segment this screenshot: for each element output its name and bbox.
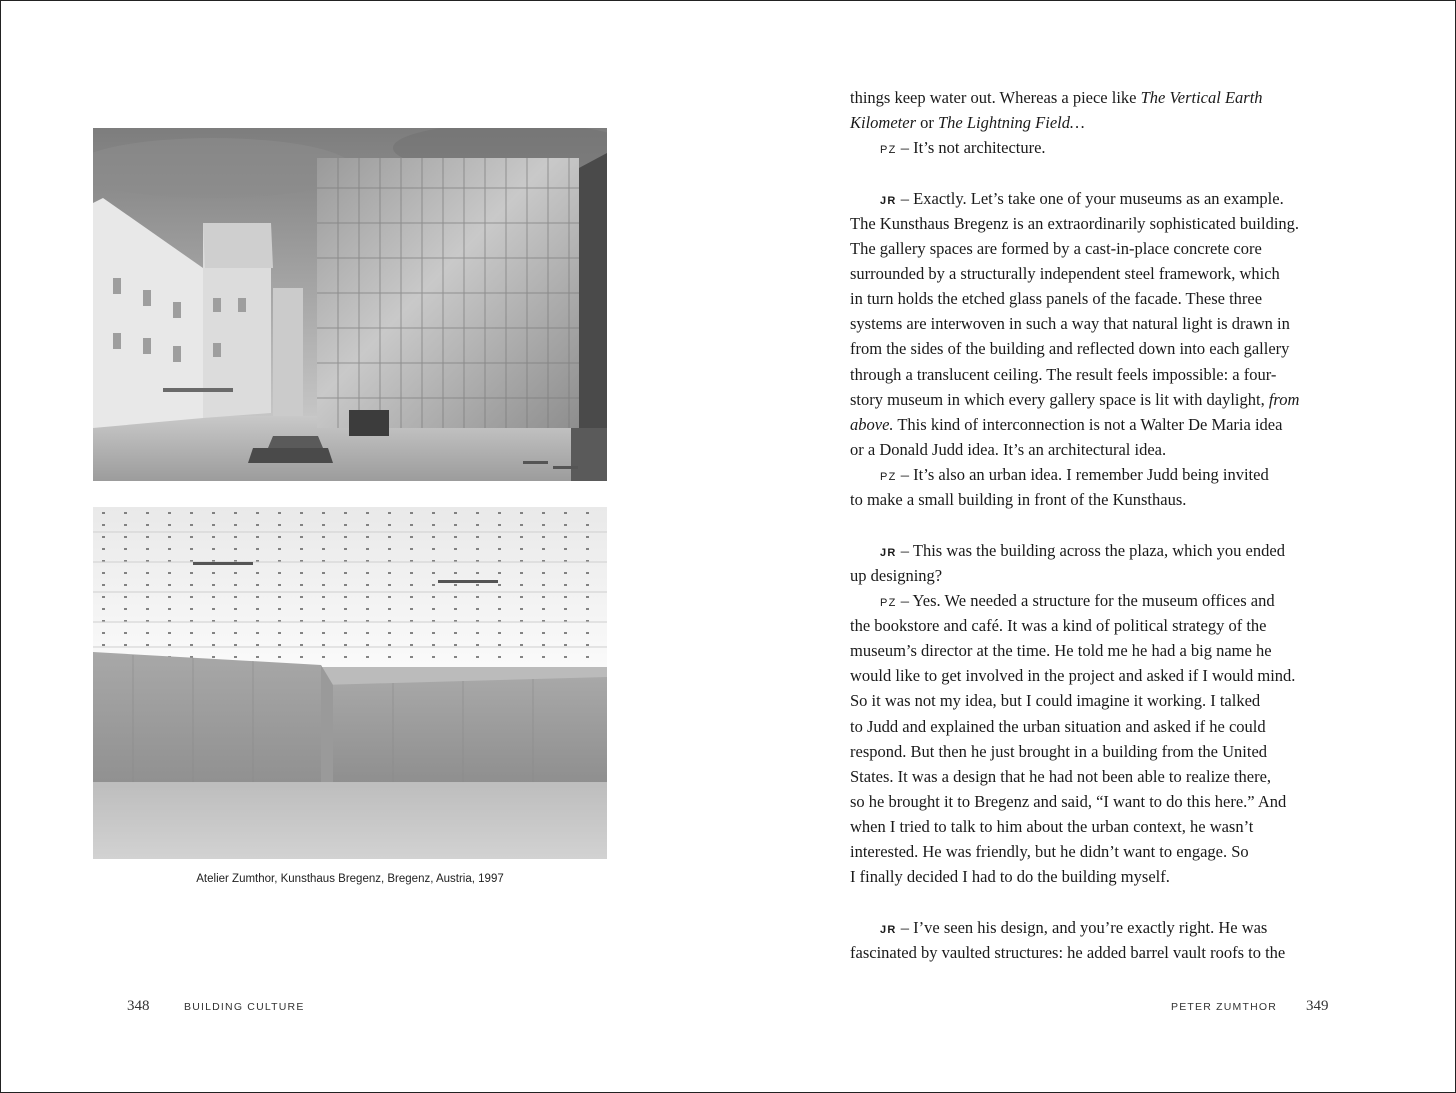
paragraph-break bbox=[850, 890, 1370, 915]
running-head-left: BUILDING CULTURE bbox=[184, 1001, 305, 1013]
text-line: JR – I’ve seen his design, and you’re exactly right. He was bbox=[880, 917, 1268, 937]
interview-text bbox=[850, 85, 1370, 965]
text-line: I finally decided I had to do the building myself. bbox=[850, 867, 1170, 887]
text-line: PZ – It’s also an urban idea. I remember Judd being invited bbox=[880, 465, 1269, 485]
kunsthaus-gallery-photo bbox=[93, 507, 607, 859]
text-line: JR – Exactly. Let’s take one of your museums as an example. bbox=[880, 188, 1284, 208]
text-line: PZ – Yes. We needed a structure for the museum offices and bbox=[880, 590, 1275, 610]
text-line: respond. But then he just brought in a building from the United bbox=[850, 741, 1268, 761]
running-head-right: PETER ZUMTHOR bbox=[1171, 1001, 1278, 1013]
kunsthaus-exterior-photo bbox=[93, 128, 607, 481]
speaker-label: JR bbox=[880, 923, 897, 936]
text-line: the bookstore and café. It was a kind of political strategy of the bbox=[850, 615, 1267, 635]
page-number-left: 348 bbox=[127, 998, 150, 1014]
text-line: surrounded by a structurally independent steel framework, which bbox=[850, 263, 1280, 283]
text-line: story museum in which every gallery space is lit with daylight, from bbox=[850, 389, 1300, 409]
paragraph-break bbox=[850, 160, 1370, 185]
page-number-right: 349 bbox=[1306, 998, 1329, 1014]
text-line: Kilometer or The Lightning Field… bbox=[850, 113, 1085, 133]
speaker-label: PZ bbox=[880, 596, 897, 609]
text-line: museum’s director at the time. He told me he had a big name he bbox=[850, 641, 1272, 661]
text-line: things keep water out. Whereas a piece like The Vertical Earth bbox=[850, 88, 1263, 107]
speaker-label: JR bbox=[880, 546, 897, 559]
text-line: through a translucent ceiling. The result feels impossible: a four- bbox=[850, 364, 1277, 384]
text-line: when I tried to talk to him about the urban context, he wasn’t bbox=[850, 817, 1254, 837]
text-line: JR – This was the building across the plaza, which you ended bbox=[880, 540, 1285, 560]
text-line: in turn holds the etched glass panels of the facade. These three bbox=[850, 289, 1263, 309]
speaker-label: PZ bbox=[880, 471, 897, 484]
speaker-label: PZ bbox=[880, 144, 897, 157]
text-line: States. It was a design that he had not been able to realize there, bbox=[850, 766, 1272, 786]
paragraph-break bbox=[850, 512, 1370, 537]
text-line: PZ – It’s not architecture. bbox=[880, 138, 1046, 158]
text-line: The Kunsthaus Bregenz is an extraordinarily sophisticated building. bbox=[850, 213, 1300, 233]
figure-caption: Atelier Zumthor, Kunsthaus Bregenz, Bregenz, Austria, 1997 bbox=[196, 873, 504, 885]
text-line: up designing? bbox=[850, 565, 943, 585]
text-line: systems are interwoven in such a way that natural light is drawn in bbox=[850, 314, 1290, 334]
text-line: above. This kind of interconnection is not a Walter De Maria idea bbox=[850, 414, 1283, 434]
text-line: So it was not my idea, but I could imagine it working. I talked bbox=[850, 691, 1261, 711]
speaker-label: JR bbox=[880, 194, 897, 207]
text-line: The gallery spaces are formed by a cast-in-place concrete core bbox=[850, 238, 1262, 258]
text-line: interested. He was friendly, but he didn’t want to engage. So bbox=[850, 842, 1249, 862]
text-line: to Judd and explained the urban situation and asked if he could bbox=[850, 716, 1266, 736]
text-line: would like to get involved in the project and asked if I would mind. bbox=[850, 666, 1296, 686]
text-line: so he brought it to Bregenz and said, “I want to do this here.” And bbox=[850, 791, 1287, 811]
text-line: from the sides of the building and reflected down into each gallery bbox=[850, 339, 1290, 359]
text-line: fascinated by vaulted structures: he added barrel vault roofs to the bbox=[850, 942, 1286, 962]
text-line: or a Donald Judd idea. It’s an architectural idea. bbox=[850, 439, 1167, 459]
text-line: to make a small building in front of the Kunsthaus. bbox=[850, 490, 1187, 510]
